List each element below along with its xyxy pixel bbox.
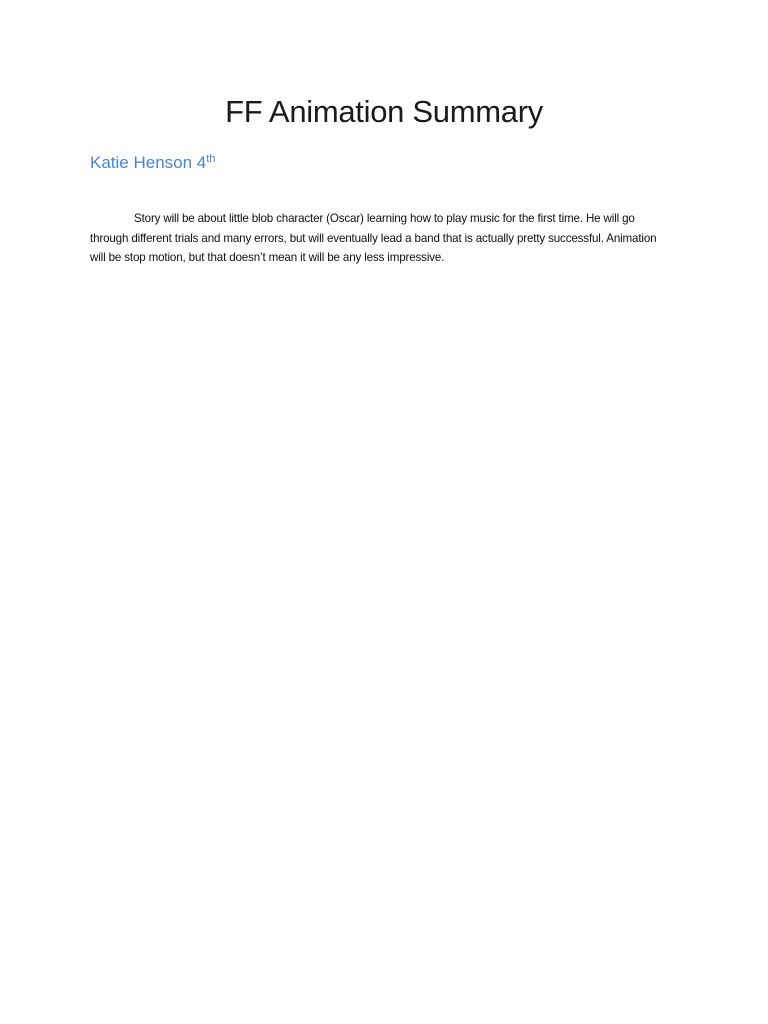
document-title: FF Animation Summary (225, 94, 543, 129)
author-heading (90, 153, 215, 173)
author-suffix: th (206, 153, 216, 165)
summary-paragraph: Story will be about little blob character (Oscar) learning how to play music for the first time. He will go through different trials and many errors, but will eventually lead a band that is actually pretty successful. Animation will be stop motion, but that doesn’t mean it will be any less impressive. (90, 212, 657, 264)
author-name: Katie Henson 4 (90, 153, 207, 172)
